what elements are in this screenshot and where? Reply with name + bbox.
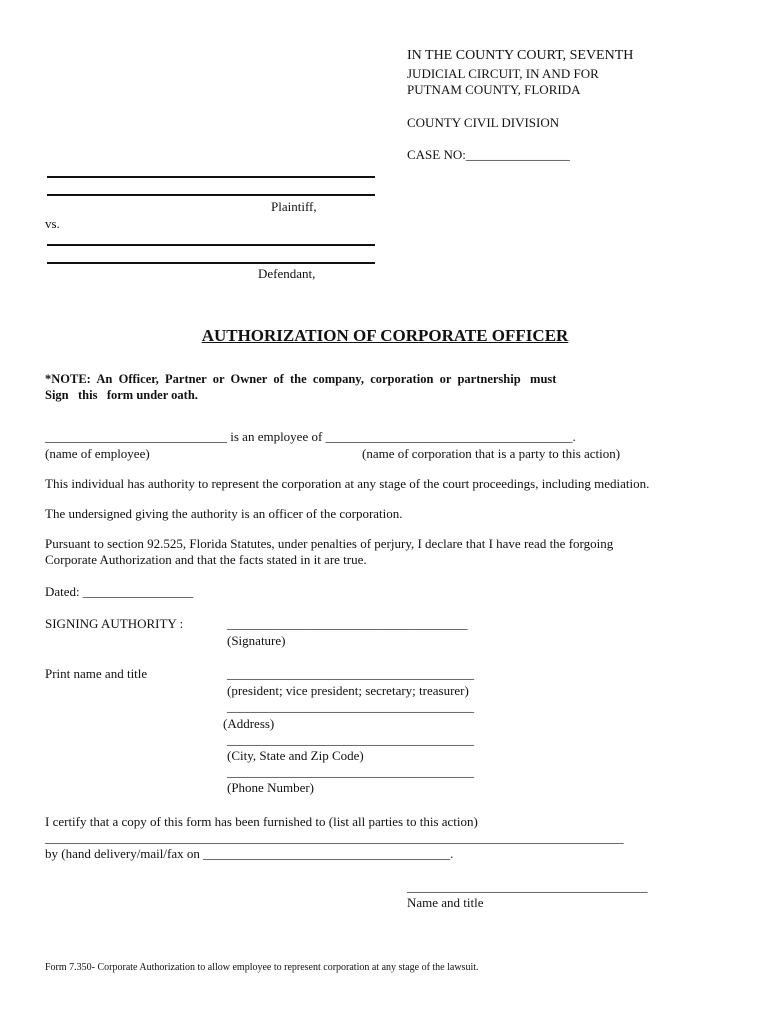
dated-field: Dated: _________________ xyxy=(45,584,194,599)
court-header-line3: PUTNAM COUNTY, FLORIDA xyxy=(407,82,581,97)
city-state-zip-caption: (City, State and Zip Code) xyxy=(227,748,364,763)
document-title: AUTHORIZATION OF CORPORATE OFFICER xyxy=(201,326,569,345)
print-name-label: Print name and title xyxy=(45,666,148,681)
certify-statement: I certify that a copy of this form has been furnished to (list all parties to this action) xyxy=(45,814,478,829)
defendant-line-2 xyxy=(47,262,375,264)
signature-caption: (Signature) xyxy=(227,633,286,648)
plaintiff-label: Plaintiff, xyxy=(271,199,317,214)
certify-delivery-line: by (hand delivery/mail/fax on ______________________________________. xyxy=(45,846,454,861)
note-line1: *NOTE: An Officer, Partner or Owner of the company, corporation or partnership must xyxy=(45,372,557,386)
officer-paragraph: The undersigned giving the authority is an officer of the corporation. xyxy=(45,506,403,521)
note-line2: Sign this form under oath. xyxy=(45,388,198,402)
signing-authority-label: SIGNING AUTHORITY : xyxy=(45,616,184,631)
footer-signature-caption: Name and title xyxy=(407,895,484,910)
phone-line: ______________________________________ xyxy=(227,764,474,779)
employee-caption: (name of employee) xyxy=(45,446,150,461)
perjury-paragraph-line1: Pursuant to section 92.525, Florida Statutes, under penalties of perjury, I declare that I have read the forgoing xyxy=(45,536,614,551)
case-number: CASE NO:________________ xyxy=(407,147,570,162)
court-header-line1: IN THE COUNTY COURT, SEVENTH xyxy=(407,48,634,63)
defendant-label: Defendant, xyxy=(258,266,316,281)
plaintiff-line-1 xyxy=(47,176,375,178)
address-caption: (Address) xyxy=(223,716,275,731)
corporation-caption: (name of corporation that is a party to this action) xyxy=(362,446,621,461)
authority-paragraph: This individual has authority to represent the corporation at any stage of the court proceedings, including mediation. xyxy=(45,476,650,491)
footer-signature-line: _____________________________________ xyxy=(407,879,648,894)
perjury-paragraph-line2: Corporate Authorization and that the facts stated in it are true. xyxy=(45,552,367,567)
court-division: COUNTY CIVIL DIVISION xyxy=(407,115,560,130)
court-header-line2: JUDICIAL CIRCUIT, IN AND FOR xyxy=(407,66,599,81)
defendant-line-1 xyxy=(47,244,375,246)
signature-line: _____________________________________ xyxy=(227,616,468,631)
plaintiff-line-2 xyxy=(47,194,375,196)
employee-line: ____________________________ is an employee of ______________________________________. xyxy=(45,429,576,444)
address-line: ______________________________________ xyxy=(227,699,474,714)
phone-caption: (Phone Number) xyxy=(227,780,315,795)
title-line: ______________________________________ xyxy=(227,666,474,681)
city-state-zip-line: ______________________________________ xyxy=(227,732,474,747)
versus-label: vs. xyxy=(45,216,60,231)
certify-parties-line: _________________________________________________________________________________________ xyxy=(45,830,624,845)
form-footer-note: Form 7.350- Corporate Authorization to allow employee to represent corporation at any stage of the lawsuit. xyxy=(45,962,479,973)
title-caption: (president; vice president; secretary; treasurer) xyxy=(227,683,469,698)
